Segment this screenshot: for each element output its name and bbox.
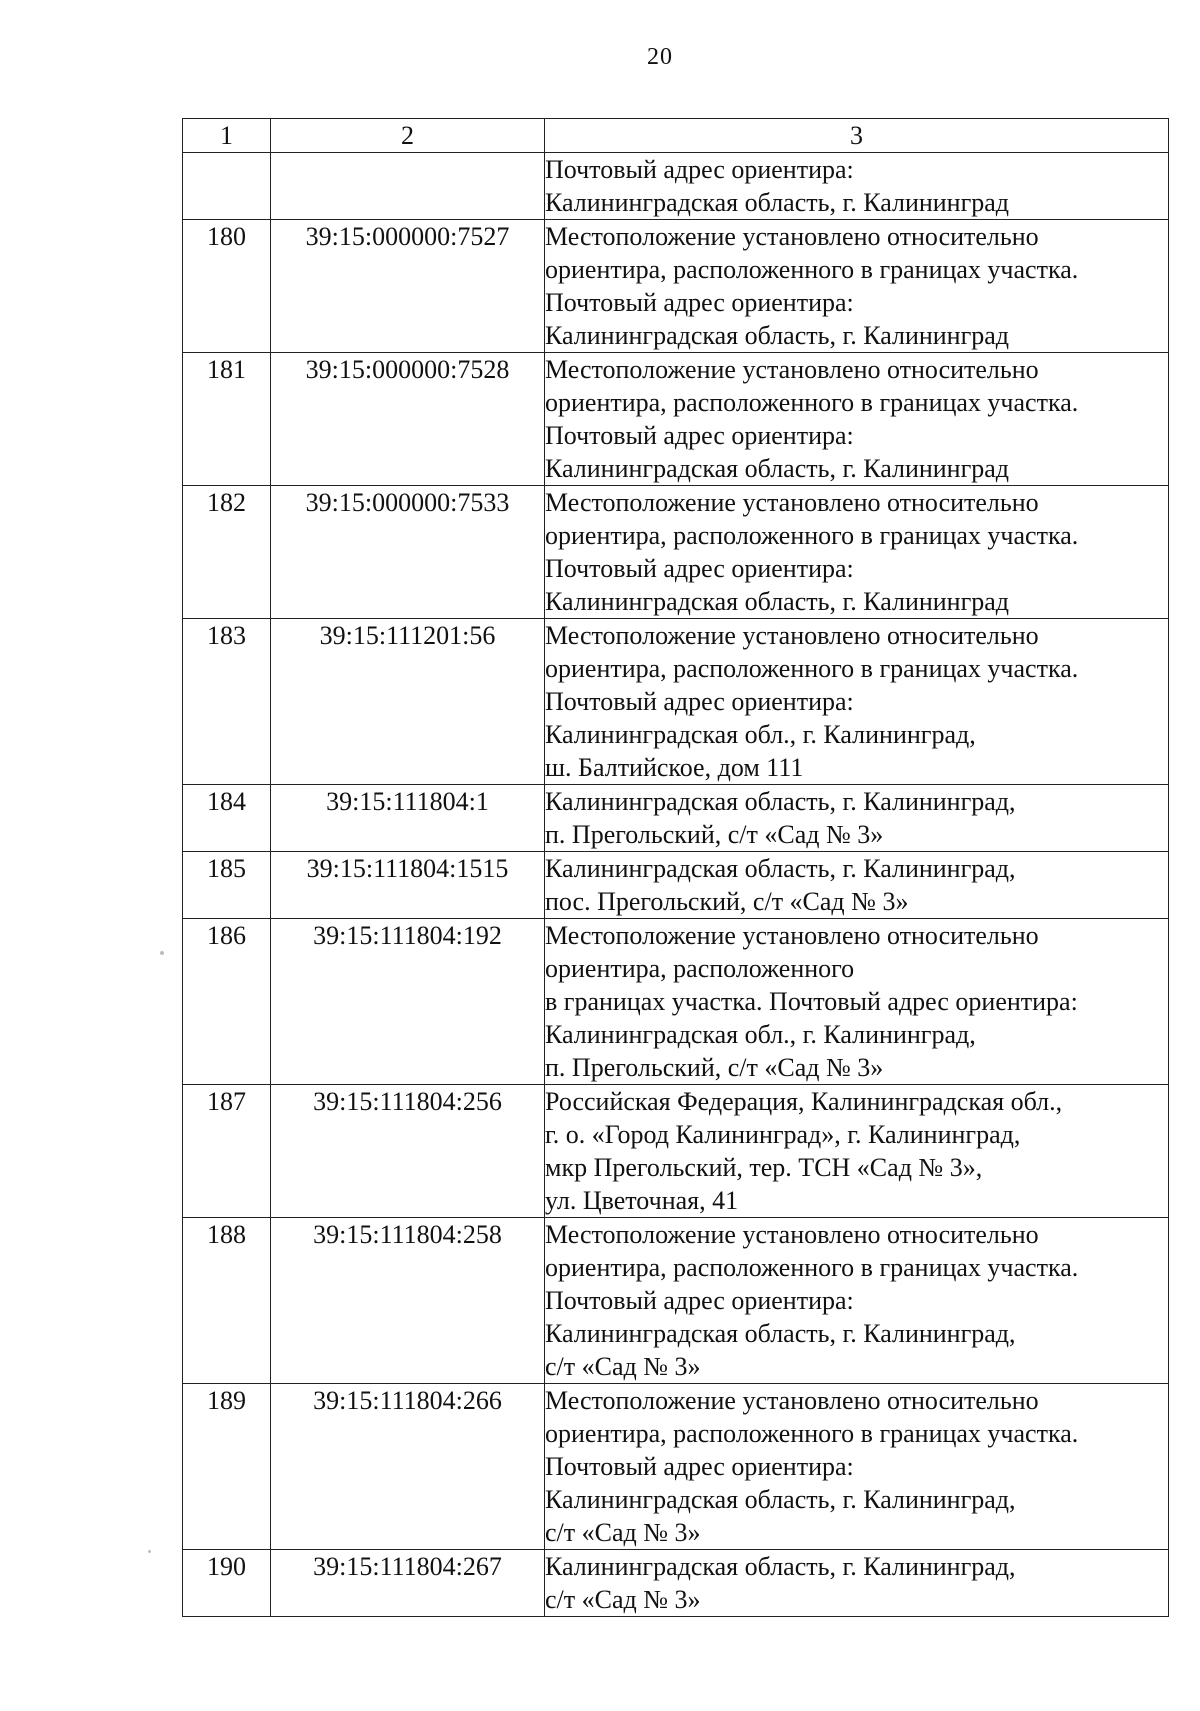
address-line: Местоположение установлено относительно [545, 488, 1039, 517]
address-cell [545, 785, 1169, 852]
cadastral-number-cell: 39:15:111804:192 [271, 919, 545, 1085]
address-line: Почтовый адрес ориентира: [545, 155, 854, 184]
column-header-2: 2 [271, 119, 545, 153]
row-number-cell: 188 [183, 1218, 271, 1384]
table-row [183, 1384, 1169, 1550]
address-line: Местоположение установлено относительно [545, 921, 1039, 950]
row-number-cell: 182 [183, 486, 271, 619]
address-line: Калининградская область, г. Калининград, [545, 1319, 1016, 1348]
table-row [183, 220, 1169, 353]
address-line: в границах участка. Почтовый адрес ориентира: [545, 987, 1078, 1016]
address-line: Местоположение установлено относительно [545, 222, 1039, 251]
address-cell [545, 1085, 1169, 1218]
address-line: Местоположение установлено относительно [545, 1386, 1039, 1415]
address-line: Российская Федерация, Калининградская обл., [545, 1087, 1063, 1116]
address-line: Почтовый адрес ориентира: [545, 288, 854, 317]
scan-speck [148, 1550, 151, 1553]
table-row [183, 153, 1169, 220]
address-cell [545, 852, 1169, 919]
row-number-cell: 183 [183, 619, 271, 785]
header-row [183, 119, 1169, 153]
table-row [183, 785, 1169, 852]
cadastral-number-cell: 39:15:000000:7527 [271, 220, 545, 353]
table-row [183, 852, 1169, 919]
table-body [183, 153, 1169, 1617]
address-line: ориентира, расположенного [545, 954, 855, 983]
column-header-3: 3 [545, 119, 1169, 153]
address-line: п. Прегольский, с/т «Сад № 3» [545, 820, 884, 849]
cadastral-number-cell: 39:15:111804:266 [271, 1384, 545, 1550]
address-line: мкр Прегольский, тер. ТСН «Сад № 3», [545, 1153, 983, 1182]
address-line: ориентира, расположенного в границах участка. [545, 654, 1079, 683]
address-line: Калининградская область, г. Калининград, [545, 1552, 1016, 1581]
address-line: с/т «Сад № 3» [545, 1585, 701, 1614]
address-cell [545, 353, 1169, 486]
cadastral-number-cell: 39:15:000000:7533 [271, 486, 545, 619]
cadastral-number-cell: 39:15:000000:7528 [271, 353, 545, 486]
address-line: г. о. «Город Калининград», г. Калининград, [545, 1120, 1021, 1149]
table-row [183, 619, 1169, 785]
row-number-cell: 186 [183, 919, 271, 1085]
row-number-cell: 184 [183, 785, 271, 852]
address-cell [545, 153, 1169, 220]
address-line: Калининградская область, г. Калининград, [545, 1485, 1016, 1514]
address-line: Калининградская обл., г. Калининград, [545, 1020, 976, 1049]
address-line: ориентира, расположенного в границах участка. [545, 1419, 1079, 1448]
row-number-cell: 189 [183, 1384, 271, 1550]
address-line: Почтовый адрес ориентира: [545, 1452, 854, 1481]
address-cell [545, 619, 1169, 785]
row-number-cell: 180 [183, 220, 271, 353]
address-line: Калининградская область, г. Калининград, [545, 787, 1016, 816]
address-line: ориентира, расположенного в границах участка. [545, 521, 1079, 550]
scan-speck [160, 951, 164, 955]
address-cell [545, 486, 1169, 619]
address-line: п. Прегольский, с/т «Сад № 3» [545, 1053, 884, 1082]
cadastral-number-cell: 39:15:111804:256 [271, 1085, 545, 1218]
address-line: ориентира, расположенного в границах участка. [545, 1253, 1079, 1282]
cadastral-number-cell: 39:15:111804:1515 [271, 852, 545, 919]
address-line: ориентира, расположенного в границах участка. [545, 255, 1079, 284]
column-header-1: 1 [183, 119, 271, 153]
row-number-cell: 185 [183, 852, 271, 919]
table-header [183, 119, 1169, 153]
cadastral-number-cell: 39:15:111804:1 [271, 785, 545, 852]
address-cell [545, 1384, 1169, 1550]
address-line: Калининградская область, г. Калининград, [545, 854, 1016, 883]
address-line: Калининградская обл., г. Калининград, [545, 720, 976, 749]
address-cell [545, 220, 1169, 353]
address-line: с/т «Сад № 3» [545, 1518, 701, 1547]
table-row [183, 486, 1169, 619]
address-cell [545, 1218, 1169, 1384]
address-line: Калининградская область, г. Калининград [545, 188, 1010, 217]
cadastral-number-cell [271, 153, 545, 220]
address-line: Почтовый адрес ориентира: [545, 687, 854, 716]
address-line: с/т «Сад № 3» [545, 1352, 701, 1381]
address-line: пос. Прегольский, с/т «Сад № 3» [545, 887, 909, 916]
address-line: Почтовый адрес ориентира: [545, 421, 854, 450]
table-row [183, 919, 1169, 1085]
row-number-cell: 190 [183, 1550, 271, 1617]
land-plots-table [182, 118, 1169, 1617]
address-line: Калининградская область, г. Калининград [545, 454, 1010, 483]
address-line: Калининградская область, г. Калининград [545, 587, 1010, 616]
address-cell [545, 919, 1169, 1085]
row-number-cell: 187 [183, 1085, 271, 1218]
address-line: ул. Цветочная, 41 [545, 1186, 739, 1215]
row-number-cell [183, 153, 271, 220]
table-row [183, 353, 1169, 486]
address-line: ш. Балтийское, дом 111 [545, 753, 804, 782]
address-line: ориентира, расположенного в границах участка. [545, 388, 1079, 417]
page-number: 20 [647, 44, 673, 70]
table-row [183, 1550, 1169, 1617]
cadastral-number-cell: 39:15:111804:258 [271, 1218, 545, 1384]
cadastral-number-cell: 39:15:111804:267 [271, 1550, 545, 1617]
row-number-cell: 181 [183, 353, 271, 486]
address-cell [545, 1550, 1169, 1617]
cadastral-number-cell: 39:15:111201:56 [271, 619, 545, 785]
table-row [183, 1218, 1169, 1384]
table-row [183, 1085, 1169, 1218]
address-line: Почтовый адрес ориентира: [545, 1286, 854, 1315]
address-line: Почтовый адрес ориентира: [545, 554, 854, 583]
address-line: Местоположение установлено относительно [545, 355, 1039, 384]
address-line: Местоположение установлено относительно [545, 621, 1039, 650]
address-line: Местоположение установлено относительно [545, 1220, 1039, 1249]
address-line: Калининградская область, г. Калининград [545, 321, 1010, 350]
